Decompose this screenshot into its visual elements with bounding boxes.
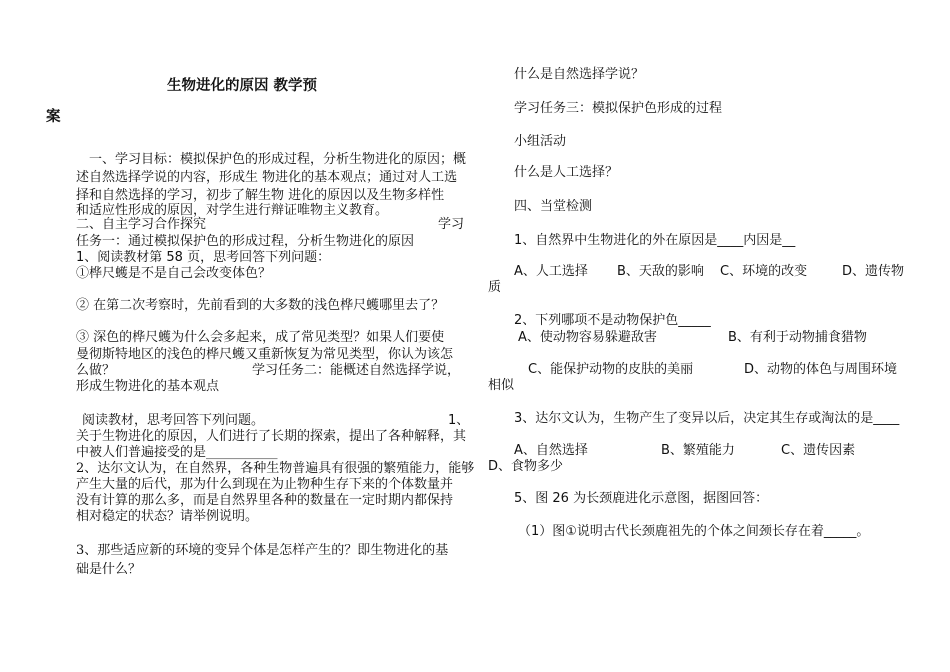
reading-instruction: 阅读教材，思考回答下列问题。 [82,413,265,428]
answer-option: C、遗传因素 [781,443,856,458]
text-line: 择和自然选择的学习，初步了解生物 进化的原因以及生物多样性 [76,188,445,203]
question: 么做？ [76,363,116,378]
answer-option: A、自然选择 [514,443,588,458]
answer-option: C、能保护动物的皮肤的美丽 [528,362,694,377]
paragraph: 关于生物进化的原因，人们进行了长期的探索，提出了各种解释，其 [76,429,467,444]
paragraph: 中被人们普遍接受的是___________ [76,445,278,460]
task-two-continued: 形成生物进化的基本观点 [76,379,220,394]
quiz-question: 5、图 26 为长颈鹿进化示意图，据图回答： [514,491,769,506]
answer-option-wrap: 相似 [488,378,515,393]
text-fragment: 学习 [438,217,465,232]
item-number: 1、 [448,413,470,428]
text-line: 和适应性形成的原因，对学生进行辩证唯物主义教育。 [76,203,389,218]
answer-option: D、动物的体色与周围环境 [744,362,898,377]
sub-question: （1）图①说明古代长颈鹿祖先的个体之间颈长存在着_____。 [518,524,870,539]
section-heading: 四、当堂检测 [514,199,593,214]
answer-option: C、环境的改变 [720,264,808,279]
reading-instruction: 1、阅读教材第 58 页，思考回答下列问题： [76,250,331,265]
question: ①桦尺蠖是不是自己会改变体色？ [76,266,272,281]
answer-option-wrap: D、食物多少 [488,459,564,474]
question: ② 在第二次考察时，先前看到的大多数的浅色桦尺蠖哪里去了？ [76,298,445,313]
quiz-question: 1、自然界中生物进化的外在原因是____内因是__ [514,233,796,248]
section-heading: 二、自主学习合作探究 [76,217,207,232]
answer-option: B、有利于动物捕食猎物 [728,330,867,345]
question: ③ 深色的桦尺蠖为什么会多起来，成了常见类型？如果人们要使 [76,330,445,345]
paragraph: 相对稳定的状态？请举例说明。 [76,509,259,524]
activity-label: 小组活动 [514,134,567,149]
answer-option: D、遗传物 [842,264,905,279]
question: 什么是自然选择学说？ [514,67,645,82]
answer-option: A、人工选择 [514,264,588,279]
question: 曼彻斯特地区的浅色的桦尺蠖又重新恢复为常见类型，你认为该怎 [76,347,454,362]
quiz-question: 3、达尔文认为，生物产生了变异以后，决定其生存或淘汰的是____ [514,411,900,426]
text-line: 述自然选择学说的内容，形成生 物进化的基本观点；通过对人工选 [76,170,458,185]
task-one: 任务一：通过模拟保护色的形成过程，分析生物进化的原因 [76,234,415,249]
paragraph: 2、达尔文认为，在自然界，各种生物普遍具有很强的繁殖能力，能够 [76,461,475,476]
text-line: 一、学习目标：模拟保护色的形成过程，分析生物进化的原因；概 [89,152,467,167]
question: 什么是人工选择？ [514,165,619,180]
quiz-question: 2、下列哪项不是动物保护色_____ [514,313,711,328]
task-three: 学习任务三：模拟保护色形成的过程 [514,101,723,116]
paragraph: 没有计算的那么多，而是自然界里各种的数量在一定时期内都保持 [76,493,454,508]
answer-option: B、繁殖能力 [661,443,735,458]
page-title-continued: 案 [46,109,61,125]
page-title: 生物进化的原因 教学预 [167,78,318,94]
answer-option-wrap: 质 [488,280,502,295]
task-two: 学习任务二：能概述自然选择学说， [252,363,461,378]
paragraph: 产生大量的后代，那为什么到现在为止物种生存下来的个体数量并 [76,477,454,492]
paragraph: 3、那些适应新的环境的变异个体是怎样产生的？即生物进化的基 [76,543,449,558]
answer-option: B、天敌的影响 [617,264,704,279]
answer-option: A、使动物容易躲避敌害 [518,330,657,345]
paragraph: 础是什么？ [76,562,142,577]
